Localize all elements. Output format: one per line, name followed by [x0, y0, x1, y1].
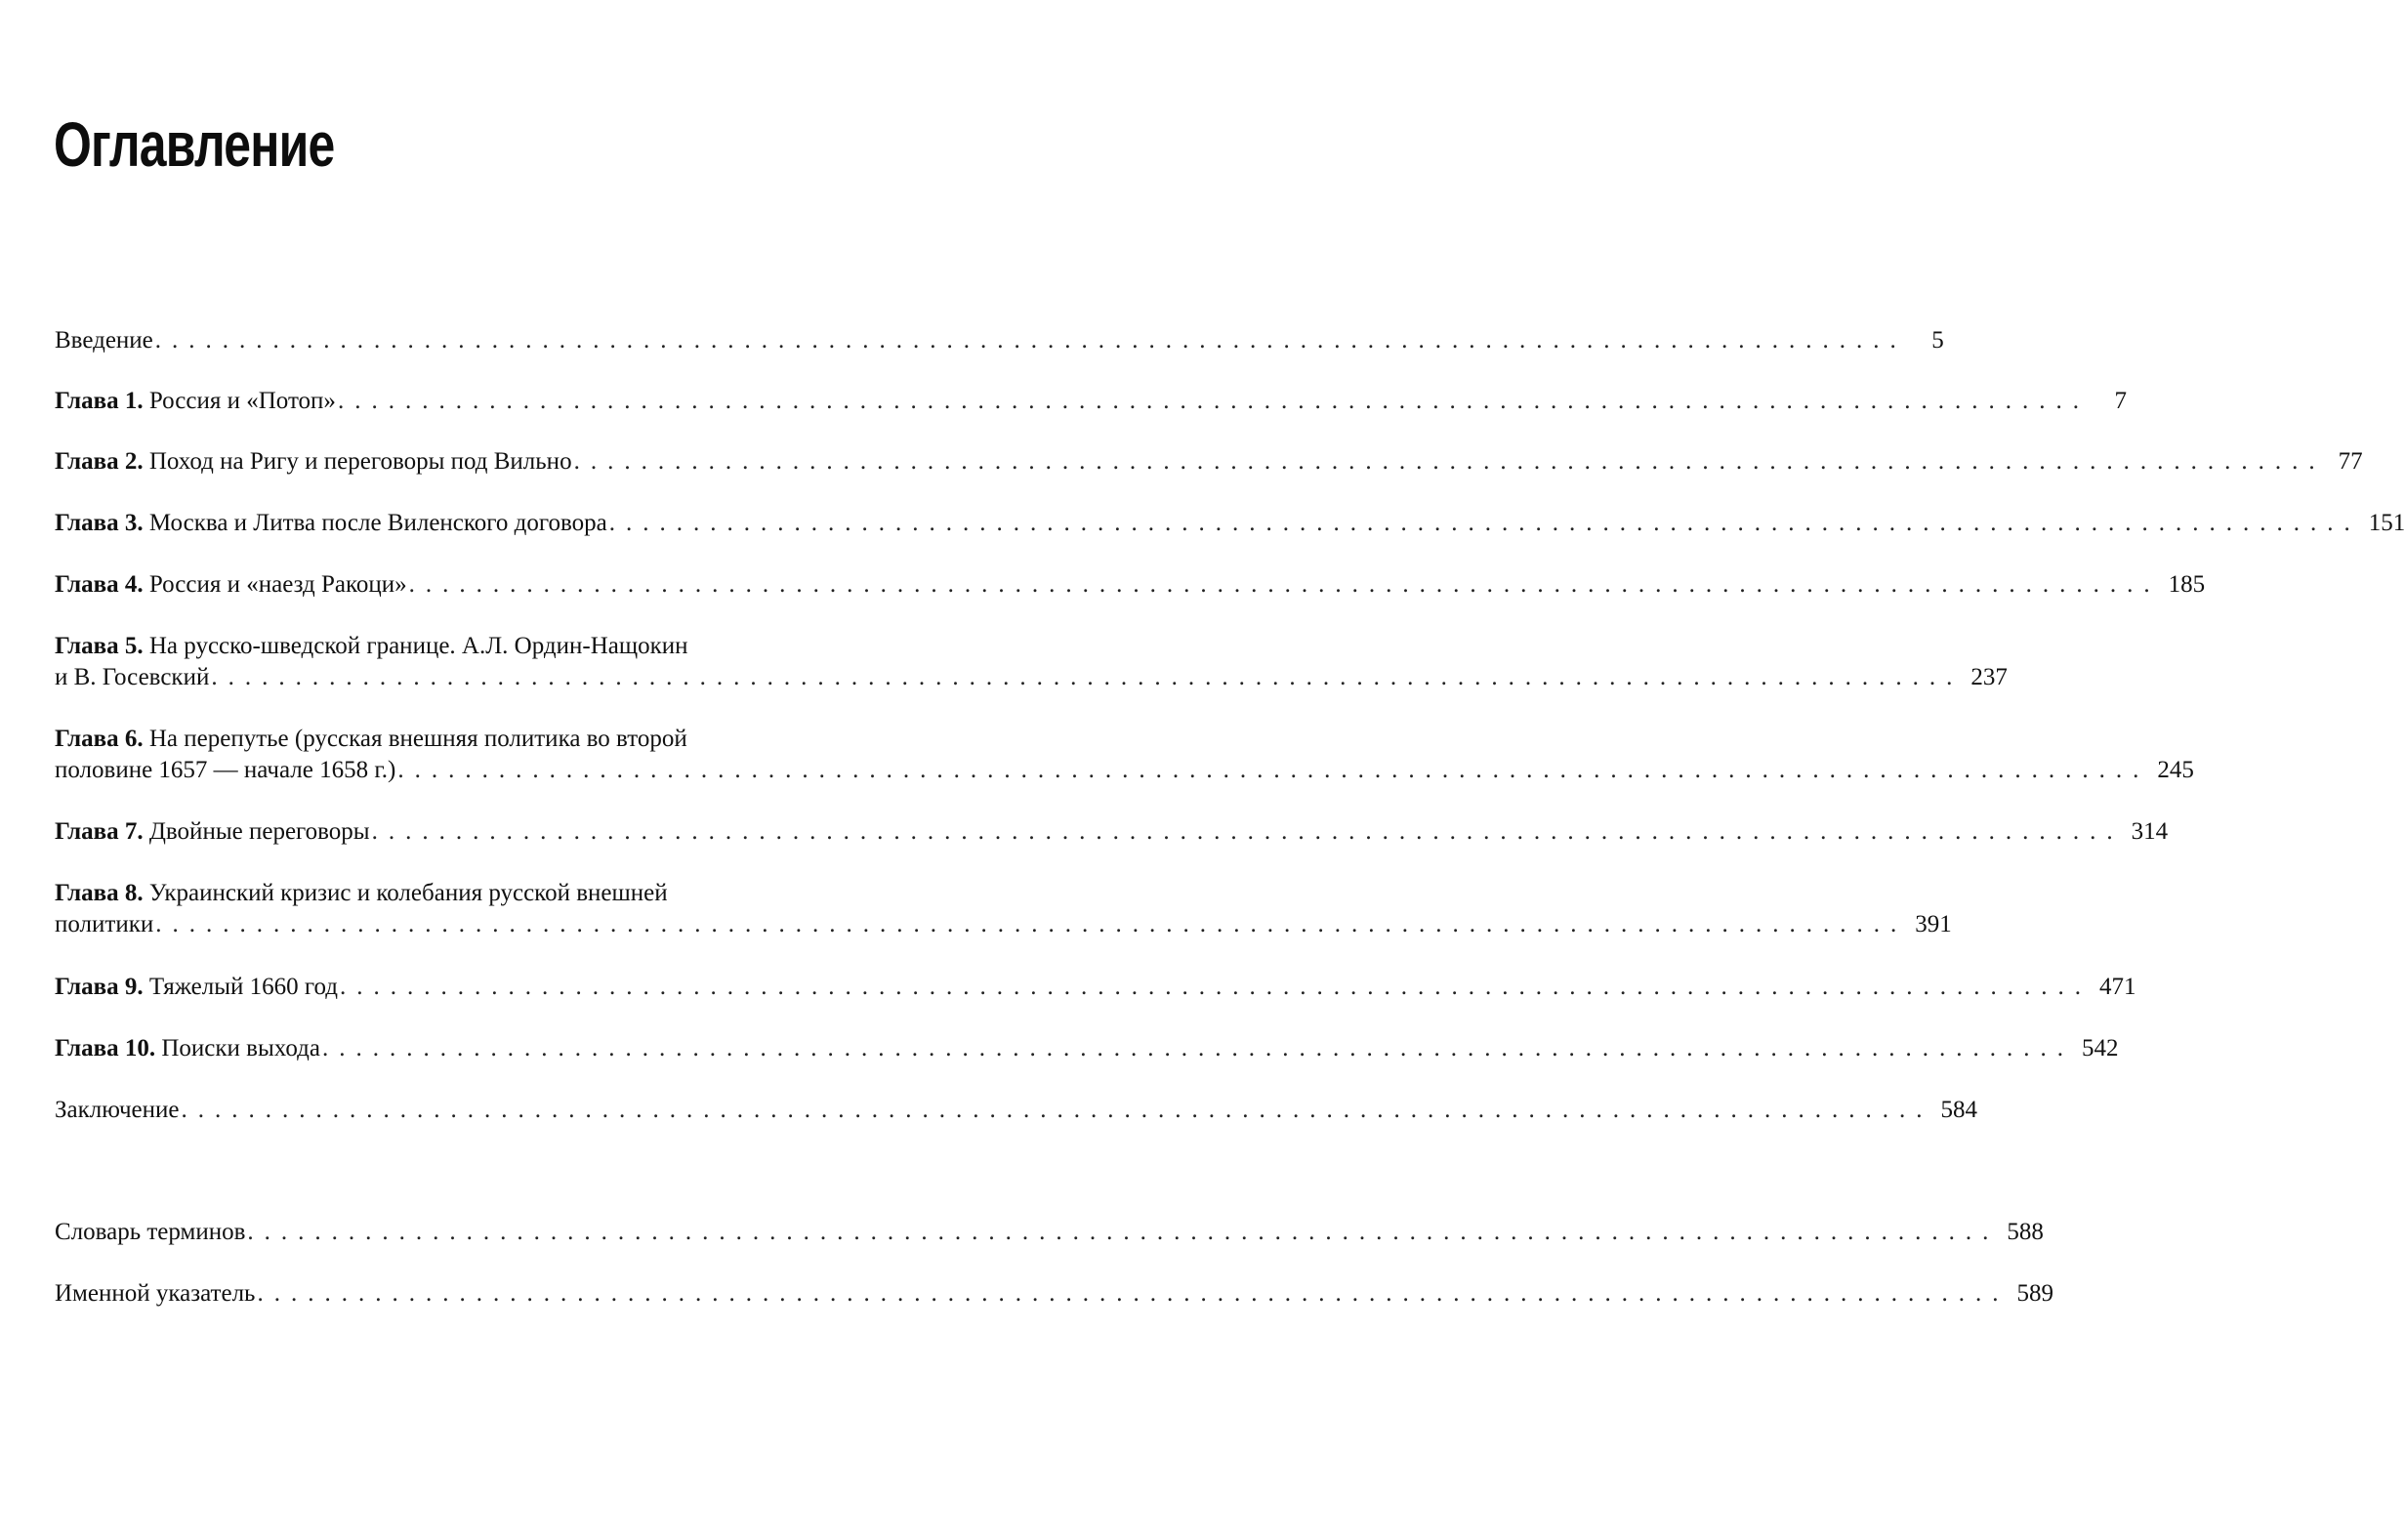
toc-entry-title: Россия и «Потоп» [148, 388, 336, 414]
toc-entry-title: Двойные переговоры [148, 818, 370, 845]
toc-page-number: 391 [1915, 911, 1952, 937]
toc-entry-chapter-4[interactable] [55, 569, 2206, 601]
toc-entry-title: Москва и Литва после Виленского договора [148, 510, 607, 536]
toc-page-number: 584 [1940, 1097, 1977, 1123]
toc-chapter-number: Глава 8. [55, 880, 144, 906]
toc-chapter-number: Глава 1. [55, 388, 144, 414]
toc-chapter-number: Глава 5. [55, 633, 144, 659]
toc-entry-title-continuation: политики [55, 911, 154, 937]
toc-chapter-number: Глава 6. [55, 726, 144, 752]
toc-entry-title: Введение [55, 327, 153, 354]
toc-entry-title-continuation: и В. Госевский [55, 664, 210, 690]
toc-entry-title: Словарь терминов [55, 1219, 246, 1245]
toc-entry-chapter-7[interactable] [55, 816, 2169, 848]
toc-entry-chapter-6[interactable] [55, 724, 2194, 786]
toc-page-number: 77 [2338, 448, 2363, 475]
toc-page-number: 588 [2007, 1219, 2044, 1245]
toc-page-number: 314 [2131, 818, 2169, 845]
toc-chapter-number: Глава 10. [55, 1035, 156, 1061]
toc-chapter-number: Глава 2. [55, 448, 144, 475]
toc-entry-title: На русско-шведской границе. А.Л. Ордин-Нащокин [148, 633, 688, 659]
toc-entry-introduction[interactable] [55, 325, 1944, 356]
toc-page-number: 7 [2114, 388, 2127, 414]
toc-chapter-number: Глава 9. [55, 974, 144, 1000]
dot-leader: ........................................................................................................ [340, 974, 2093, 1000]
toc-entry-name-index[interactable] [55, 1278, 2053, 1310]
toc-page-number: 185 [2168, 571, 2206, 598]
toc-entry-chapter-1[interactable] [55, 386, 2127, 417]
dot-leader: ........................................................................................................ [337, 388, 2090, 414]
dot-leader: ........................................................................................................ [181, 1097, 1933, 1123]
toc-page-number: 589 [2016, 1280, 2053, 1307]
toc-page-number: 151 [2368, 510, 2405, 536]
dot-leader: ........................................................................................................ [321, 1035, 2074, 1061]
toc-entry-title: Именной указатель [55, 1280, 256, 1307]
toc-page-number: 471 [2099, 974, 2136, 1000]
toc-chapter-number: Глава 3. [55, 510, 144, 536]
toc-entry-chapter-5[interactable] [55, 631, 2008, 693]
toc-page-number: 5 [1931, 327, 1944, 354]
toc-entry-chapter-3[interactable] [55, 508, 2405, 539]
dot-leader: ........................................................................................................ [397, 757, 2150, 783]
toc-page-number: 542 [2081, 1035, 2119, 1061]
toc-entry-title: На перепутье (русская внешняя политика во второй [148, 726, 687, 752]
toc-entry-title: Поиски выхода [161, 1035, 320, 1061]
toc-page-number: 245 [2157, 757, 2194, 783]
toc-entry-chapter-8[interactable] [55, 878, 1952, 940]
toc-entry-chapter-2[interactable] [55, 446, 2363, 478]
toc-entry-title: Поход на Ригу и переговоры под Вильно [148, 448, 572, 475]
toc-entry-title-continuation: половине 1657 — начале 1658 г.) [55, 757, 396, 783]
toc-page-number: 237 [1970, 664, 2008, 690]
dot-leader: ........................................................................................................ [573, 448, 2326, 475]
dot-leader: ........................................................................................................ [257, 1280, 2010, 1307]
toc-entry-glossary[interactable] [55, 1217, 2044, 1248]
toc-entry-chapter-10[interactable] [55, 1033, 2119, 1064]
toc-entry-conclusion[interactable] [55, 1095, 1977, 1126]
dot-leader: ........................................................................................................ [154, 327, 1907, 354]
toc-entry-title: Заключение [55, 1097, 180, 1123]
dot-leader: ........................................................................................................ [211, 664, 1964, 690]
toc-chapter-number: Глава 7. [55, 818, 144, 845]
toc-chapter-number: Глава 4. [55, 571, 144, 598]
toc-entry-title: Украинский кризис и колебания русской внешней [148, 880, 668, 906]
dot-leader: ........................................................................................................ [608, 510, 2361, 536]
page-title: Оглавление [54, 109, 335, 180]
dot-leader: ........................................................................................................ [408, 571, 2161, 598]
toc-entry-title: Россия и «наезд Ракоци» [148, 571, 407, 598]
dot-leader: ........................................................................................................ [155, 911, 1908, 937]
dot-leader: ........................................................................................................ [247, 1219, 2000, 1245]
toc-entry-chapter-9[interactable] [55, 972, 2136, 1003]
dot-leader: ........................................................................................................ [371, 818, 2124, 845]
toc-entry-title: Тяжелый 1660 год [148, 974, 339, 1000]
